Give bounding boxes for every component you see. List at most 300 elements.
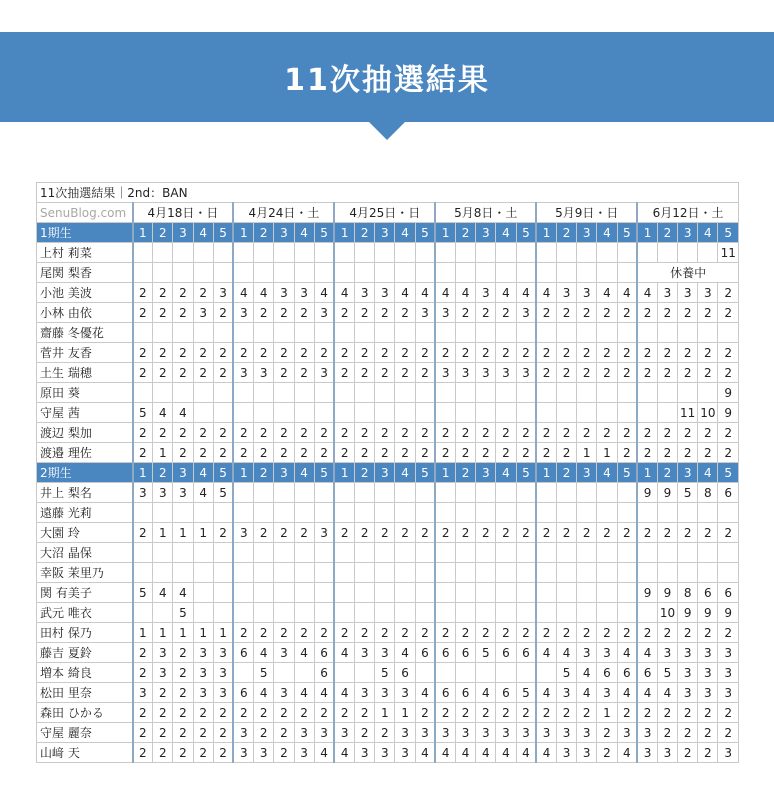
result-cell: 2	[435, 523, 455, 543]
result-cell: 8	[698, 483, 718, 503]
result-cell: 3	[577, 283, 597, 303]
result-cell	[536, 383, 556, 403]
result-cell	[355, 603, 375, 623]
result-cell	[415, 263, 435, 283]
header-banner	[0, 32, 774, 122]
result-cell	[193, 383, 213, 403]
result-cell: 2	[415, 363, 435, 383]
result-cell: 4	[496, 743, 516, 763]
result-cell: 2	[637, 363, 657, 383]
result-cell	[173, 563, 193, 583]
result-cell: 2	[536, 703, 556, 723]
result-cell: 2	[193, 343, 213, 363]
result-cell: 2	[173, 643, 193, 663]
result-cell	[435, 563, 455, 583]
member-name: 松田 里奈	[37, 683, 133, 703]
result-cell	[254, 403, 274, 423]
result-cell: 4	[456, 743, 476, 763]
result-cell	[597, 503, 617, 523]
result-cell	[254, 263, 274, 283]
member-row	[37, 443, 739, 463]
result-cell	[536, 263, 556, 283]
member-row	[37, 743, 739, 763]
result-cell: 2	[496, 523, 516, 543]
result-cell	[355, 663, 375, 683]
member-row	[37, 423, 739, 443]
result-cell	[597, 603, 617, 623]
result-cell: 2	[577, 623, 597, 643]
result-cell	[496, 583, 516, 603]
result-cell: 2	[395, 343, 415, 363]
member-name: 武元 唯衣	[37, 603, 133, 623]
result-cell: 2	[133, 663, 153, 683]
member-row	[37, 703, 739, 723]
result-cell: 2	[678, 303, 698, 323]
result-cell	[597, 483, 617, 503]
part-number: 4	[193, 463, 213, 483]
generation-header-row	[37, 463, 739, 483]
result-cell: 2	[395, 443, 415, 463]
result-cell	[173, 383, 193, 403]
result-cell: 2	[254, 703, 274, 723]
result-cell: 4	[233, 283, 253, 303]
result-cell	[718, 503, 739, 523]
result-cell: 2	[476, 443, 496, 463]
result-cell: 4	[577, 663, 597, 683]
result-cell	[435, 383, 455, 403]
result-cell: 2	[516, 623, 536, 643]
generation-label: 1期生	[37, 223, 133, 243]
result-cell: 2	[375, 443, 395, 463]
result-cell	[334, 243, 354, 263]
result-cell: 6	[233, 643, 253, 663]
result-cell	[395, 243, 415, 263]
result-cell: 2	[334, 303, 354, 323]
result-cell: 2	[657, 423, 677, 443]
result-cell	[314, 563, 334, 583]
result-cell: 5	[516, 683, 536, 703]
result-cell	[254, 483, 274, 503]
result-cell: 5	[657, 663, 677, 683]
result-cell: 3	[233, 523, 253, 543]
result-cell: 3	[698, 643, 718, 663]
result-cell	[456, 323, 476, 343]
result-cell	[435, 263, 455, 283]
result-cell	[274, 483, 294, 503]
member-name: 上村 莉菜	[37, 243, 133, 263]
result-cell: 3	[133, 683, 153, 703]
result-cell: 4	[657, 683, 677, 703]
result-cell: 2	[173, 343, 193, 363]
result-cell	[516, 503, 536, 523]
result-cell: 2	[698, 363, 718, 383]
member-row	[37, 303, 739, 323]
result-cell: 1	[597, 443, 617, 463]
result-cell: 2	[698, 743, 718, 763]
result-cell	[456, 383, 476, 403]
result-cell	[355, 383, 375, 403]
result-cell: 1	[173, 623, 193, 643]
member-row	[37, 403, 739, 423]
generation-header-row	[37, 223, 739, 243]
result-cell	[294, 243, 314, 263]
result-cell: 2	[173, 663, 193, 683]
result-cell: 4	[314, 283, 334, 303]
result-cell	[617, 503, 637, 523]
result-cell	[334, 263, 354, 283]
result-cell: 2	[274, 703, 294, 723]
result-cell: 2	[597, 303, 617, 323]
result-cell: 2	[193, 283, 213, 303]
result-cell	[294, 503, 314, 523]
result-cell: 2	[456, 443, 476, 463]
result-cell: 2	[173, 743, 193, 763]
result-cell	[718, 323, 739, 343]
result-cell	[597, 403, 617, 423]
result-cell: 2	[536, 623, 556, 643]
result-cell: 2	[496, 303, 516, 323]
status-note: 休養中	[637, 263, 738, 283]
result-cell: 2	[496, 623, 516, 643]
part-number: 2	[657, 223, 677, 243]
result-cell: 2	[435, 623, 455, 643]
result-cell	[173, 323, 193, 343]
result-cell	[213, 383, 233, 403]
result-cell	[617, 263, 637, 283]
result-cell	[496, 543, 516, 563]
result-cell: 3	[193, 643, 213, 663]
result-cell: 2	[153, 723, 173, 743]
result-cell	[294, 603, 314, 623]
result-cell: 9	[718, 403, 739, 423]
result-cell: 2	[456, 623, 476, 643]
result-cell: 2	[355, 443, 375, 463]
result-cell	[476, 563, 496, 583]
part-number: 4	[193, 223, 213, 243]
result-cell	[536, 503, 556, 523]
result-cell	[496, 243, 516, 263]
result-cell: 3	[637, 743, 657, 763]
result-cell: 11	[718, 243, 739, 263]
result-cell: 2	[193, 743, 213, 763]
result-cell: 2	[254, 723, 274, 743]
result-cell: 4	[496, 283, 516, 303]
result-cell: 2	[334, 703, 354, 723]
member-row	[37, 383, 739, 403]
result-cell: 4	[334, 643, 354, 663]
result-cell	[294, 403, 314, 423]
result-cell: 2	[678, 363, 698, 383]
member-name: 土生 瑞穂	[37, 363, 133, 383]
watermark: SenuBlog.com	[37, 203, 133, 223]
part-number: 5	[314, 463, 334, 483]
result-cell: 2	[133, 283, 153, 303]
result-cell	[334, 383, 354, 403]
result-cell: 2	[637, 623, 657, 643]
result-cell	[213, 543, 233, 563]
result-cell: 3	[597, 683, 617, 703]
result-cell	[617, 483, 637, 503]
result-cell	[718, 543, 739, 563]
result-cell: 3	[577, 643, 597, 663]
result-cell	[456, 243, 476, 263]
result-cell: 2	[496, 343, 516, 363]
result-cell: 2	[617, 623, 637, 643]
result-cell	[496, 263, 516, 283]
result-cell	[536, 563, 556, 583]
member-name: 井上 梨名	[37, 483, 133, 503]
result-cell	[476, 503, 496, 523]
result-cell: 2	[577, 303, 597, 323]
result-cell	[617, 563, 637, 583]
result-cell	[597, 323, 617, 343]
result-cell	[254, 563, 274, 583]
result-cell	[375, 503, 395, 523]
result-cell: 3	[375, 643, 395, 663]
result-cell	[254, 323, 274, 343]
result-cell: 4	[476, 683, 496, 703]
result-cell: 2	[718, 363, 739, 383]
result-cell	[577, 243, 597, 263]
result-cell: 2	[435, 443, 455, 463]
part-number: 3	[476, 223, 496, 243]
result-cell: 2	[516, 443, 536, 463]
result-cell	[637, 383, 657, 403]
result-cell	[153, 543, 173, 563]
result-cell	[637, 543, 657, 563]
date-header: 4月24日・土	[233, 203, 334, 223]
date-header: 5月8日・土	[435, 203, 536, 223]
result-cell: 3	[516, 303, 536, 323]
result-cell: 4	[536, 643, 556, 663]
result-cell	[456, 543, 476, 563]
result-cell: 3	[698, 283, 718, 303]
result-cell: 9	[637, 483, 657, 503]
result-cell	[193, 583, 213, 603]
result-cell: 2	[153, 743, 173, 763]
result-cell	[536, 663, 556, 683]
result-cell: 2	[536, 443, 556, 463]
result-cell: 3	[476, 283, 496, 303]
result-cell: 3	[617, 723, 637, 743]
result-cell: 3	[698, 663, 718, 683]
result-cell	[233, 563, 253, 583]
result-cell: 2	[597, 723, 617, 743]
results-table	[36, 182, 739, 763]
result-cell: 2	[556, 523, 576, 543]
result-cell	[698, 383, 718, 403]
member-row	[37, 523, 739, 543]
part-number: 1	[334, 223, 354, 243]
result-cell	[577, 583, 597, 603]
result-cell	[516, 563, 536, 583]
result-cell: 8	[678, 583, 698, 603]
result-cell: 3	[355, 643, 375, 663]
result-cell: 4	[415, 283, 435, 303]
result-cell	[254, 383, 274, 403]
result-cell: 2	[314, 423, 334, 443]
result-cell: 2	[274, 743, 294, 763]
member-name: 菅井 友香	[37, 343, 133, 363]
result-cell	[476, 383, 496, 403]
result-cell: 1	[375, 703, 395, 723]
result-cell: 6	[496, 683, 516, 703]
result-cell: 2	[274, 343, 294, 363]
result-cell: 2	[395, 523, 415, 543]
part-number: 1	[536, 463, 556, 483]
result-cell	[476, 243, 496, 263]
part-number: 4	[294, 463, 314, 483]
result-cell	[415, 483, 435, 503]
result-cell: 2	[415, 703, 435, 723]
result-cell	[153, 563, 173, 583]
result-cell	[355, 503, 375, 523]
result-cell	[395, 403, 415, 423]
result-cell: 3	[678, 663, 698, 683]
part-number: 5	[617, 223, 637, 243]
result-cell: 5	[476, 643, 496, 663]
result-cell: 2	[274, 523, 294, 543]
result-cell	[516, 263, 536, 283]
date-header: 4月25日・日	[334, 203, 435, 223]
result-cell	[233, 663, 253, 683]
result-cell	[536, 583, 556, 603]
result-cell	[314, 543, 334, 563]
result-cell: 2	[456, 423, 476, 443]
result-cell: 2	[657, 623, 677, 643]
member-row	[37, 643, 739, 663]
result-cell	[617, 403, 637, 423]
result-cell: 2	[536, 343, 556, 363]
result-cell	[435, 243, 455, 263]
result-cell	[597, 263, 617, 283]
result-cell: 2	[536, 303, 556, 323]
result-cell: 2	[274, 303, 294, 323]
result-cell: 6	[718, 583, 739, 603]
result-cell: 2	[556, 363, 576, 383]
result-cell	[274, 543, 294, 563]
result-cell	[415, 243, 435, 263]
result-cell	[476, 403, 496, 423]
result-cell	[556, 243, 576, 263]
result-cell: 2	[476, 303, 496, 323]
result-cell	[637, 503, 657, 523]
result-cell: 2	[173, 703, 193, 723]
part-number: 4	[698, 463, 718, 483]
result-cell: 2	[233, 443, 253, 463]
result-cell: 3	[678, 643, 698, 663]
part-number: 4	[597, 463, 617, 483]
result-cell: 2	[617, 303, 637, 323]
result-cell: 3	[233, 363, 253, 383]
result-cell: 4	[395, 643, 415, 663]
result-cell: 2	[193, 443, 213, 463]
result-cell: 1	[153, 523, 173, 543]
result-cell	[153, 503, 173, 523]
result-cell: 3	[153, 643, 173, 663]
result-cell: 3	[355, 283, 375, 303]
result-cell: 6	[314, 643, 334, 663]
result-cell	[496, 603, 516, 623]
result-cell	[274, 583, 294, 603]
result-cell	[314, 503, 334, 523]
member-name: 守屋 茜	[37, 403, 133, 423]
result-cell	[334, 563, 354, 583]
result-cell: 2	[597, 743, 617, 763]
result-cell: 2	[415, 343, 435, 363]
result-cell: 2	[193, 363, 213, 383]
result-cell	[173, 263, 193, 283]
result-cell: 2	[718, 623, 739, 643]
member-row	[37, 283, 739, 303]
result-cell: 2	[173, 423, 193, 443]
result-cell	[274, 263, 294, 283]
result-cell	[375, 243, 395, 263]
result-cell: 3	[375, 743, 395, 763]
result-cell	[577, 603, 597, 623]
date-header: 5月9日・日	[536, 203, 637, 223]
result-cell: 9	[718, 383, 739, 403]
result-cell	[617, 383, 637, 403]
result-cell	[698, 563, 718, 583]
result-cell	[395, 603, 415, 623]
result-cell: 3	[516, 363, 536, 383]
result-cell: 2	[698, 723, 718, 743]
result-cell: 2	[213, 303, 233, 323]
result-cell	[476, 483, 496, 503]
result-cell: 3	[718, 683, 739, 703]
result-cell	[536, 323, 556, 343]
result-cell: 3	[456, 723, 476, 743]
result-cell	[375, 563, 395, 583]
result-cell: 3	[153, 483, 173, 503]
result-cell: 4	[193, 483, 213, 503]
result-cell	[456, 503, 476, 523]
result-cell	[294, 563, 314, 583]
result-cell: 3	[193, 683, 213, 703]
result-cell: 2	[294, 343, 314, 363]
result-cell: 2	[233, 703, 253, 723]
result-cell: 2	[678, 723, 698, 743]
result-cell: 4	[536, 683, 556, 703]
result-cell	[617, 583, 637, 603]
result-cell: 2	[173, 443, 193, 463]
result-cell: 1	[597, 703, 617, 723]
result-cell: 2	[314, 703, 334, 723]
generation-label: 2期生	[37, 463, 133, 483]
result-cell: 2	[153, 363, 173, 383]
result-cell: 3	[556, 743, 576, 763]
result-cell	[133, 503, 153, 523]
result-cell	[556, 263, 576, 283]
result-cell: 2	[133, 643, 153, 663]
member-row	[37, 243, 739, 263]
part-number: 1	[435, 463, 455, 483]
result-cell	[213, 563, 233, 583]
result-cell: 4	[637, 643, 657, 663]
part-number: 4	[597, 223, 617, 243]
member-name: 山﨑 天	[37, 743, 133, 763]
result-cell: 2	[476, 423, 496, 443]
result-cell: 2	[334, 343, 354, 363]
result-cell: 2	[698, 703, 718, 723]
result-cell: 4	[294, 683, 314, 703]
result-cell: 2	[637, 443, 657, 463]
result-cell: 2	[375, 303, 395, 323]
result-cell: 2	[718, 523, 739, 543]
result-cell: 2	[556, 343, 576, 363]
result-cell: 2	[476, 523, 496, 543]
